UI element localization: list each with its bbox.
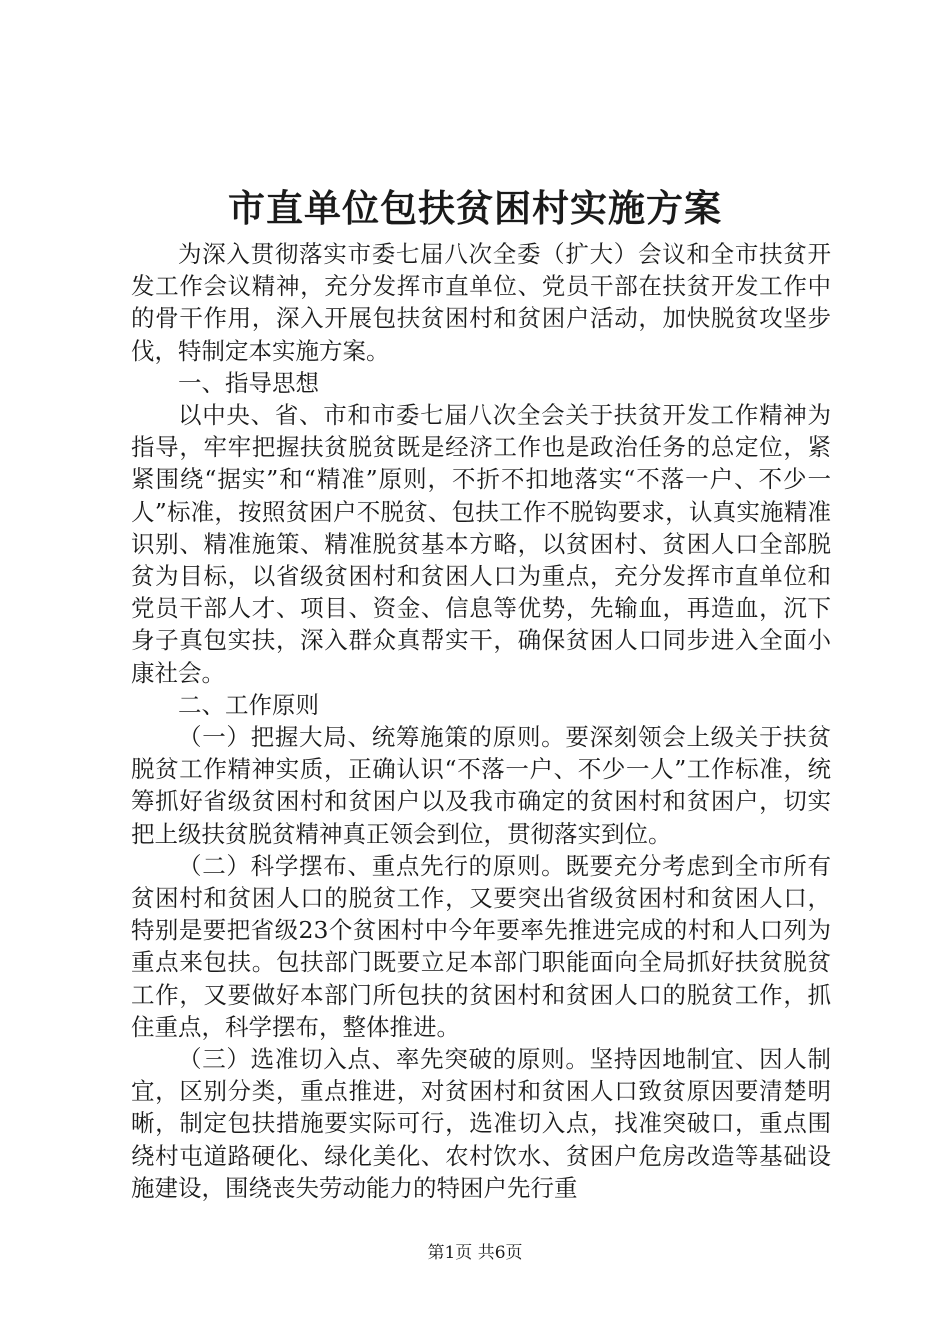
document-body bbox=[131, 238, 831, 1204]
page-indicator: 第1页 共6页 bbox=[427, 1243, 523, 1263]
intro-paragraph: 为深入贯彻落实市委七届八次全委（扩大）会议和全市扶贫开发工作会议精神，充分发挥市直单位、党员干部在扶贫开发工作中的骨干作用，深入开展包扶贫困村和贫困户活动，加快脱贫攻坚步伐，特制定本实施方案。 bbox=[131, 240, 831, 365]
guiding-thought-paragraph: 以中央、省、市和市委七届八次全会关于扶贫开发工作精神为指导，牢牢把握扶贫脱贫既是经济工作也是政治任务的总定位，紧紧围绕“据实”和“精准”原则，不折不扣地落实“不落一户、不少一人”标准，按照贫困户不脱贫、包扶工作不脱钩要求，认真实施精准识别、精准施策、精准脱贫基本方略，以贫困村、贫困人口全部脱贫为目标，以省级贫困村和贫困人口为重点，充分发挥市直单位和党员干部人才、项目、资金、信息等优势，先输血，再造血，沉下身子真包实扶，深入群众真帮实干，确保贫困人口同步进入全面小康社会。 bbox=[131, 401, 831, 687]
principle-one-paragraph: （一）把握大局、统筹施策的原则。要深刻领会上级关于扶贫脱贫工作精神实质，正确认识“不落一户、不少一人”工作标准，统筹抓好省级贫困村和贫困户以及我市确定的贫困村和贫困户，切实把上级扶贫脱贫精神真正领会到位，贯彻落实到位。 bbox=[131, 723, 831, 848]
section-heading-work-principles: 二、工作原则 bbox=[178, 690, 319, 719]
section-heading-guiding-thought: 一、指导思想 bbox=[178, 368, 319, 397]
principle-three-paragraph: （三）选准切入点、率先突破的原则。坚持因地制宜、因人制宜，区别分类，重点推进，对贫困村和贫困人口致贫原因要清楚明晰，制定包扶措施要实际可行，选准切入点，找准突破口，重点围绕村屯道路硬化、绿化美化、农村饮水、贫困户危房改造等基础设施建设，围绕丧失劳动能力的特困户先行重 bbox=[131, 1045, 831, 1202]
principle-two-paragraph: （二）科学摆布、重点先行的原则。既要充分考虑到全市所有贫困村和贫困人口的脱贫工作，又要突出省级贫困村和贫困人口，特别是要把省级23个贫困村中今年要率先推进完成的村和人口列为重点来包扶。包扶部门既要立足本部门职能面向全局抓好扶贫脱贫工作，又要做好本部门所包扶的贫困村和贫困人口的脱贫工作，抓住重点，科学摆布，整体推进。 bbox=[131, 851, 831, 1041]
document-title: 市直单位包扶贫困村实施方案 bbox=[228, 186, 722, 230]
